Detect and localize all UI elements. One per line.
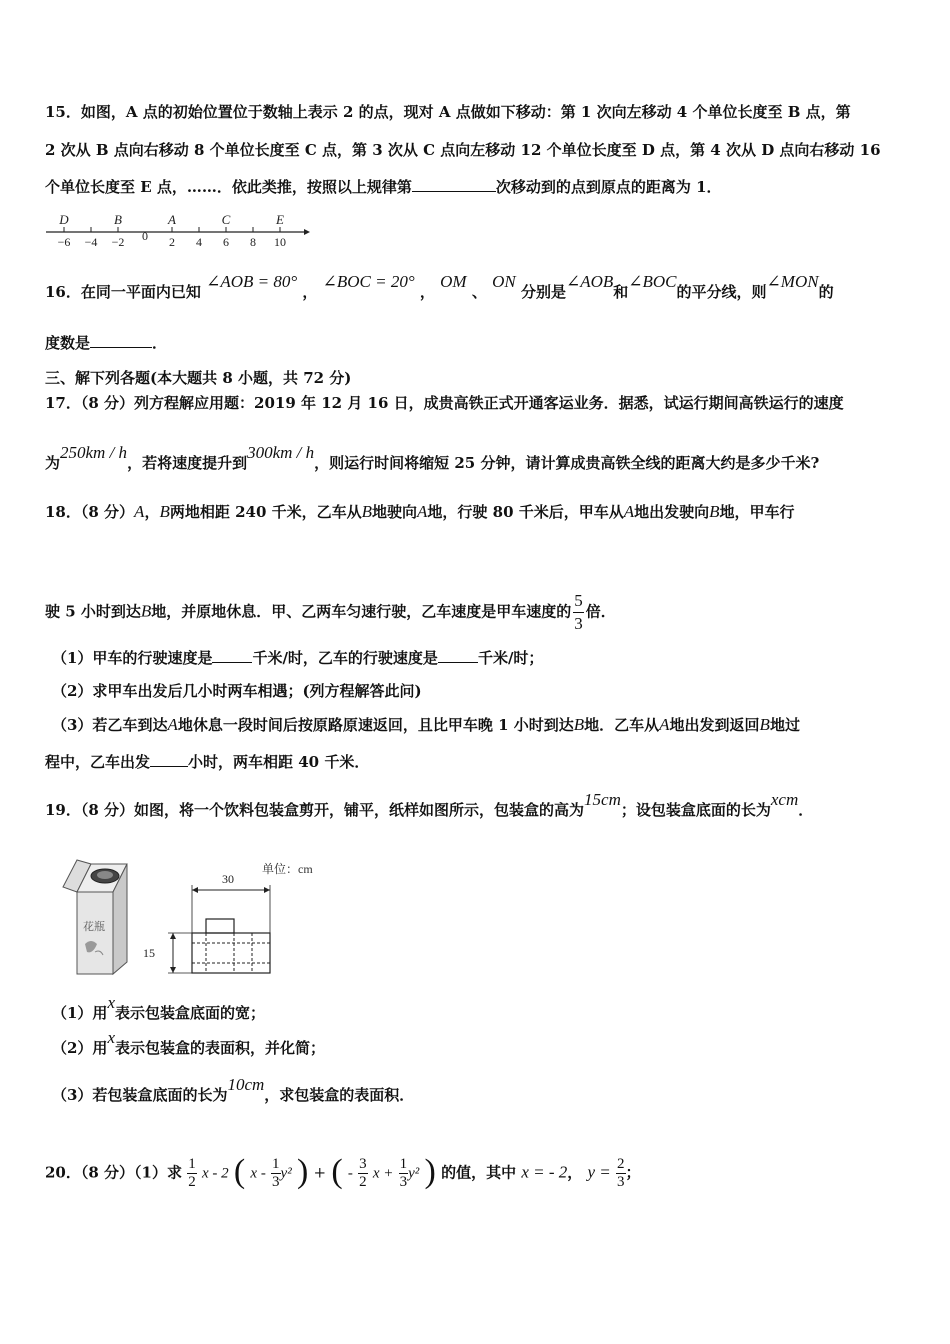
net-diagram-figure	[140, 855, 330, 985]
number-line-ticks	[58, 212, 286, 249]
math-angle-boc-20: ∠BOC = 20°	[322, 272, 415, 291]
fraction-numerator: 1	[188, 1156, 196, 1172]
q18-sub1	[52, 648, 543, 668]
tick-label: −2	[111, 235, 125, 249]
dim-label-30: 30	[222, 872, 234, 886]
q15-line3	[45, 177, 722, 197]
math-plus: +	[313, 1163, 327, 1182]
q17-text-c: ，则运行时间将缩短 25 分钟，请计算成贵高铁全线的距离大约是多少千米?	[314, 454, 820, 472]
tick-label: 4	[196, 235, 202, 249]
q20-text-b: 的值，其中	[441, 1163, 517, 1182]
math-a: A	[623, 502, 635, 521]
math-speed-300: 300km / h	[247, 443, 315, 462]
q19-sub1-text-b: 表示包装盒底面的宽；	[114, 1004, 265, 1022]
q16-text-b: 分别是	[520, 283, 566, 301]
q19-text-c: ．	[798, 801, 814, 819]
tick-label: 6	[223, 235, 229, 249]
number-line-arrow	[304, 229, 310, 235]
q18-text-g: 驶 5 小时到达	[45, 602, 141, 621]
fraction-5-3	[573, 590, 584, 635]
math-x: x	[107, 993, 115, 1012]
math-on: ON	[492, 272, 516, 291]
point-label-e: E	[276, 212, 284, 227]
math-b: B	[709, 502, 720, 521]
q18-sub3-text-b: 地休息一段时间后按原路原速返回，且比甲车晚 1 小时到达	[177, 716, 574, 734]
q20-end: ；	[625, 1163, 641, 1182]
q18-sep: ，	[144, 503, 160, 521]
q19-sub2-text-a: （2）用	[52, 1039, 108, 1057]
math-om: OM	[440, 272, 467, 291]
q18-text-i: 倍．	[585, 602, 616, 621]
q20-line1	[45, 1152, 641, 1191]
box-label: 花瓶	[83, 921, 105, 933]
q18-sub3-text-e: 地过	[769, 716, 800, 734]
q18-text-e: 地出发驶向	[634, 503, 710, 521]
tick-label: 2	[169, 235, 175, 249]
q19-sub3-text-b: ，求包装盒的表面积．	[264, 1086, 415, 1104]
q18-sub1-text-a: （1）甲车的行驶速度是	[52, 649, 213, 667]
q19-text-b: ；设包装盒底面的长为	[620, 801, 771, 819]
q17-line2	[45, 443, 820, 473]
q18-sub3-text-f: 程中，乙车出发	[45, 753, 151, 771]
q19-sub2-text-b: 表示包装盒的表面积，并化简；	[114, 1039, 325, 1057]
point-label-a: A	[168, 212, 176, 227]
point-label-d: D	[59, 212, 69, 227]
answer-blank[interactable]	[90, 333, 152, 348]
answer-blank[interactable]	[412, 177, 496, 192]
math-xcm: xcm	[770, 790, 799, 809]
fraction-denominator: 2	[188, 1174, 196, 1190]
math-angle-aob-80: ∠AOB = 80°	[206, 272, 298, 291]
q18-sub3-text-c: 地．乙车从	[584, 716, 660, 734]
fraction-1-2	[187, 1156, 197, 1191]
math-b: B	[159, 502, 170, 521]
dim-label-15: 15	[143, 946, 155, 960]
fraction-2-3	[616, 1156, 626, 1191]
math-a: A	[167, 715, 178, 734]
math-term: x -	[250, 1165, 266, 1182]
unit-label: 单位：cm	[262, 862, 313, 876]
q18-sub1-text-c: 千米/时；	[477, 649, 544, 667]
q15-line1: 15．如图，A 点的初始位置位于数轴上表示 2 的点，现对 A 点做如下移动：第 1 次向左移动 4 个单位长度至 B 点，第	[45, 103, 851, 121]
fraction-numerator: 1	[399, 1156, 408, 1172]
q20-text-a: 20．（8 分）（1）求	[45, 1163, 182, 1182]
tick-label: 8	[250, 235, 256, 249]
math-angle-aob: ∠AOB	[565, 272, 614, 291]
left-paren: (	[331, 1152, 343, 1190]
box-front	[77, 892, 113, 974]
math-term: y²	[408, 1165, 420, 1182]
box-photo-figure	[55, 852, 140, 982]
q18-sub3-text-a: （3）若乙车到达	[52, 716, 168, 734]
math-15cm: 15cm	[584, 790, 621, 809]
q18-sub3-line2	[45, 752, 369, 772]
math-b: B	[361, 502, 372, 521]
point-label-b: B	[114, 212, 122, 227]
q18-text-c: 地驶向	[372, 503, 418, 521]
math-10cm: 10cm	[227, 1075, 265, 1094]
q16-text-a: 16．在同一平面内已知	[45, 283, 201, 301]
q15-line2: 2 次从 B 点向右移动 8 个单位长度至 C 点，第 3 次从 C 点向左移动 12 个单位长度至 D 点，第 4 次从 D 点向右移动 16	[45, 141, 881, 159]
q18-sub3-text-g: 小时，两车相距 40 千米．	[188, 753, 370, 771]
fraction-denominator: 3	[574, 614, 583, 633]
q16-text-g: ．	[152, 334, 168, 352]
q16-text-d: 的平分线，则	[676, 283, 767, 301]
math-term: x +	[372, 1165, 394, 1182]
answer-blank[interactable]	[150, 752, 188, 767]
tick-label: −4	[84, 235, 98, 249]
answer-blank[interactable]	[212, 648, 252, 663]
tick-label: −6	[57, 235, 71, 249]
net-top-flap	[206, 919, 234, 933]
q18-sub1-text-b: 千米/时，乙车的行驶速度是	[252, 649, 438, 667]
fraction-denominator: 2	[359, 1174, 367, 1190]
q18-text-h: 地，并原地休息．甲、乙两车匀速行驶，乙车速度是甲车速度的	[151, 602, 572, 621]
q18-line2	[45, 590, 616, 635]
fraction-denominator: 3	[399, 1174, 408, 1190]
q16-line2	[45, 333, 167, 353]
point-label-c: C	[221, 212, 231, 227]
math-term: -	[347, 1165, 353, 1182]
q19-line1	[45, 790, 814, 820]
q18-sub3	[52, 715, 800, 735]
q15-text-b: 次移动到的点到原点的距离为 1．	[495, 178, 722, 196]
q16-line1	[45, 272, 834, 302]
q16-sep: ，	[302, 283, 318, 301]
q18-line1	[45, 502, 795, 522]
q16-text-f: 度数是	[45, 334, 91, 352]
answer-blank[interactable]	[438, 648, 478, 663]
q17-text-a: 为	[45, 454, 61, 472]
right-paren: )	[424, 1152, 436, 1190]
math-a: A	[134, 502, 145, 521]
fraction-numerator: 1	[272, 1156, 280, 1172]
tick-label: 10	[274, 235, 286, 249]
math-angle-mon: ∠MON	[766, 272, 819, 291]
math-y-eq: y =	[587, 1162, 611, 1182]
q18-sub3-text-d: 地出发到返回	[669, 716, 760, 734]
left-paren: (	[233, 1152, 246, 1190]
q20-sep: ，	[567, 1163, 583, 1182]
math-speed-250: 250km / h	[60, 443, 128, 462]
fraction-3-2	[358, 1156, 368, 1191]
math-term: y²	[280, 1165, 292, 1182]
q18-text-d: 地，行驶 80 千米后，甲车从	[427, 503, 624, 521]
q16-sep: 、	[471, 283, 487, 301]
fraction-1-3	[399, 1156, 409, 1191]
q16-text-c: 和	[613, 283, 629, 301]
section-heading: 三、解下列各题(本大题共 8 小题，共 72 分)	[45, 369, 352, 387]
q19-sub1-text-a: （1）用	[52, 1004, 108, 1022]
net-outline	[192, 933, 270, 973]
number-line-figure	[42, 210, 312, 250]
math-b: B	[140, 601, 152, 621]
q19-sub2	[52, 1028, 325, 1058]
fraction-numerator: 3	[359, 1156, 367, 1172]
math-x: x	[107, 1028, 115, 1047]
q15-text-a: 个单位长度至 E 点，……．依此类推，按照以上规律第	[45, 178, 412, 196]
fraction-numerator: 5	[573, 590, 584, 613]
math-a: A	[659, 715, 670, 734]
q18-sub2: （2）求甲车出发后几小时两车相遇；(列方程解答此问)	[52, 682, 422, 700]
right-paren: )	[296, 1152, 309, 1190]
fraction-denominator: 3	[617, 1174, 625, 1190]
q16-sep: ，	[419, 283, 435, 301]
math-a: A	[417, 502, 428, 521]
q18-text-f: 地，甲车行	[719, 503, 795, 521]
math-b: B	[759, 715, 770, 734]
math-term: x - 2	[201, 1165, 229, 1182]
q16-text-e: 的	[818, 283, 834, 301]
q19-sub3-text-a: （3）若包装盒底面的长为	[52, 1086, 228, 1104]
fraction-numerator: 2	[617, 1156, 625, 1172]
q19-text-a: 19．（8 分）如图，将一个饮料包装盒剪开，铺平，纸样如图所示，包装盒的高为	[45, 801, 585, 819]
fraction-1-3	[271, 1156, 281, 1191]
math-x-value: x = - 2	[521, 1162, 568, 1182]
q18-text-a: 18．（8 分）	[45, 503, 135, 521]
q17-line1: 17．（8 分）列方程解应用题：2019 年 12 月 16 日，成贵高铁正式开通客运业务．据悉，试运行期间高铁运行的速度	[45, 394, 844, 412]
q19-sub1	[52, 993, 265, 1023]
q19-sub3	[52, 1075, 415, 1105]
fraction-denominator: 3	[272, 1174, 280, 1190]
tick-label: 0	[142, 229, 148, 243]
q18-text-b: 两地相距 240 千米，乙车从	[169, 503, 362, 521]
math-b: B	[573, 715, 585, 734]
math-angle-boc: ∠BOC	[628, 272, 677, 291]
q17-text-b: ，若将速度提升到	[127, 454, 248, 472]
